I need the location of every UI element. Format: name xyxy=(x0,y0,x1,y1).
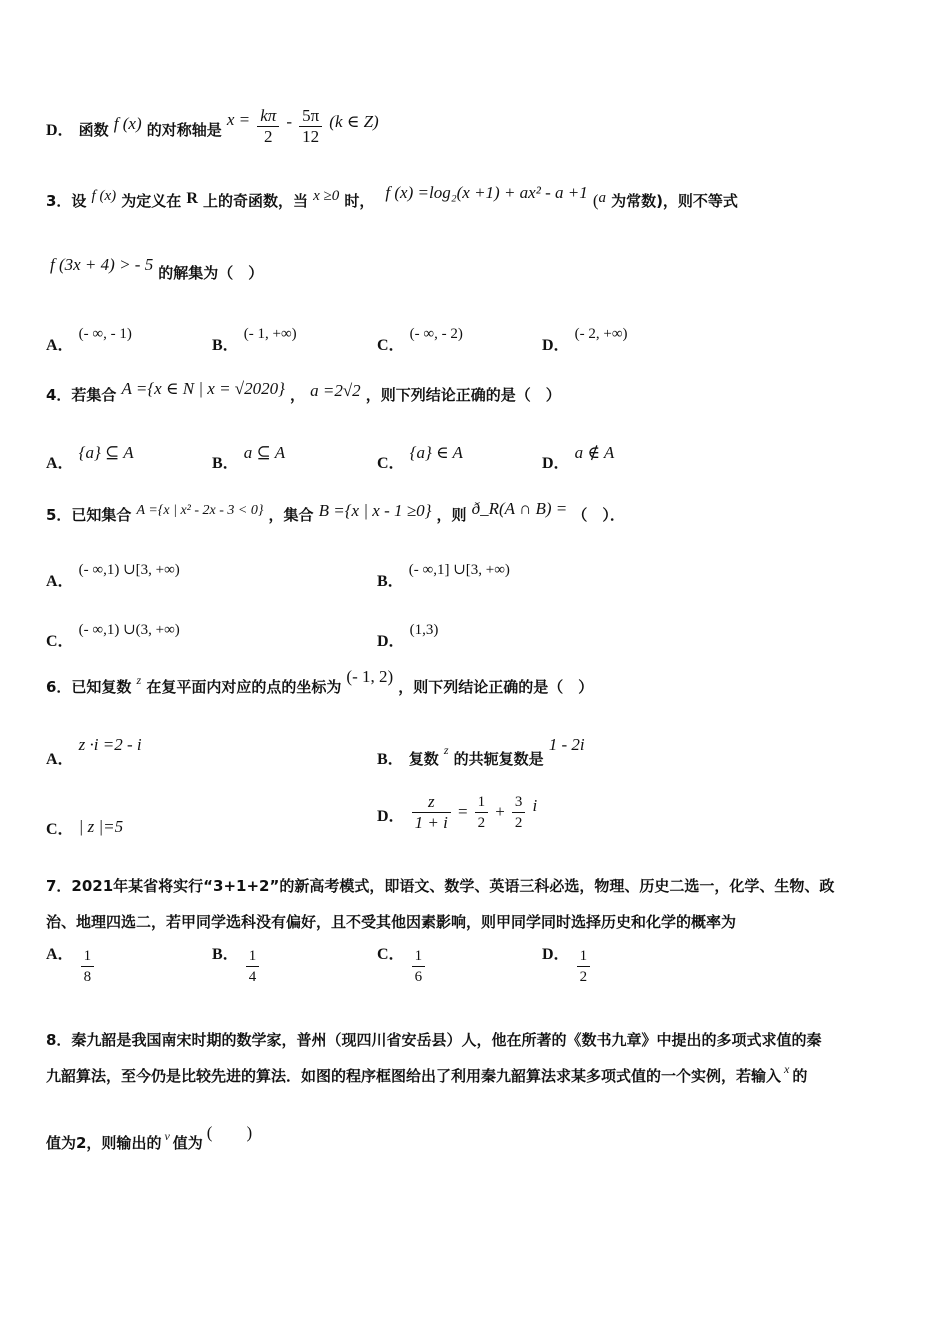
option-value: z ·i =2 - i xyxy=(78,735,142,754)
numerator: 1 xyxy=(414,948,423,964)
math-expr: i xyxy=(532,796,538,815)
q3-stem-line2 xyxy=(50,255,264,283)
text: 值为 xyxy=(172,1134,203,1152)
text: ，则 xyxy=(436,506,467,524)
option-value: (1,3) xyxy=(409,622,439,638)
q7-option-b xyxy=(212,946,261,987)
text: 复数 xyxy=(408,750,439,768)
q3-option-a xyxy=(46,320,132,354)
math-expr: x = xyxy=(226,110,251,129)
math-expr: = xyxy=(457,802,468,821)
text: （ ）． xyxy=(572,506,625,524)
numerator: 3 xyxy=(512,792,526,813)
math-expr: B ={x | x - 1 ≥0} xyxy=(318,501,432,520)
q5-stem xyxy=(46,499,625,525)
option-value: 1 - 2i xyxy=(548,735,585,754)
option-value: (- ∞,1] ∪[3, +∞) xyxy=(408,562,510,578)
q5-option-d xyxy=(377,616,439,650)
denominator: 1 + i xyxy=(414,813,448,832)
option-value: a ⊆ A xyxy=(243,443,286,462)
option-label: C． xyxy=(377,946,405,963)
option-label: C． xyxy=(377,337,405,354)
option-label: C． xyxy=(377,455,405,472)
numerator: 1 xyxy=(248,948,257,964)
q3-option-b xyxy=(212,320,297,354)
q7-option-a xyxy=(46,946,96,987)
option-label: A． xyxy=(46,337,74,354)
text: 函数 xyxy=(78,121,109,139)
option-value: (- ∞,1) ∪(3, +∞) xyxy=(78,622,180,638)
denominator: 2 xyxy=(477,815,486,831)
option-label: D． xyxy=(542,337,570,354)
option-value: (- 1, +∞) xyxy=(243,326,297,342)
option-label: B． xyxy=(212,946,239,963)
option-label: B． xyxy=(377,751,404,768)
q7-stem xyxy=(46,868,908,940)
fraction xyxy=(81,946,95,987)
text: 时， xyxy=(344,192,375,210)
q3-option-d xyxy=(542,320,628,354)
math-expr: ( xyxy=(592,191,599,210)
q5-option-b xyxy=(377,556,510,590)
fraction xyxy=(257,106,279,147)
text: 为常数)，则不等式 xyxy=(611,192,738,210)
q5-option-a xyxy=(46,556,180,590)
q8-stem xyxy=(46,1022,908,1095)
q6-option-b xyxy=(377,732,585,768)
option-value: | z |=5 xyxy=(78,817,124,836)
math-expr: (k ∈ Z) xyxy=(329,112,379,131)
text: ， xyxy=(290,386,306,404)
q4-option-d xyxy=(542,440,615,472)
text: 上的奇函数，当 xyxy=(202,192,308,210)
fraction xyxy=(412,792,451,833)
option-label: A． xyxy=(46,573,74,590)
q7-option-d xyxy=(542,946,592,987)
q6-stem xyxy=(46,667,594,697)
math-expr: A ={x | x² - 2x - 3 < 0} xyxy=(136,503,264,518)
q4-stem xyxy=(46,379,561,405)
math-expr: A ={x ∈ N | x = √2020} xyxy=(121,379,285,398)
math-expr: (- 1, 2) xyxy=(346,667,394,686)
question-number: 4．若集合 xyxy=(46,386,117,404)
fraction xyxy=(475,792,489,833)
denominator: 2 xyxy=(263,127,273,146)
numerator: kπ xyxy=(257,106,279,127)
option-value: {a} ∈ A xyxy=(409,443,463,462)
option-label: C． xyxy=(46,633,74,650)
q3-option-c xyxy=(377,320,463,354)
q4-option-c xyxy=(377,440,463,472)
fraction xyxy=(299,106,322,147)
option-label: B． xyxy=(212,455,239,472)
question-number: 3．设 xyxy=(46,192,87,210)
math-expr: x ≥0 xyxy=(313,188,340,204)
math-expr: + xyxy=(495,802,505,821)
option-label: B． xyxy=(377,573,404,590)
text: 为定义在 xyxy=(121,192,182,210)
math-expr: ð_R(A ∩ B) = xyxy=(471,499,568,518)
text: 的共轭复数是 xyxy=(453,750,544,768)
math-expr: z xyxy=(136,673,142,687)
math-expr: a =2√2 xyxy=(310,381,361,400)
option-label: A． xyxy=(46,946,74,963)
denominator: 4 xyxy=(246,966,260,987)
text: 在复平面内对应的点的坐标为 xyxy=(146,678,342,696)
fraction xyxy=(412,946,426,987)
q6-option-d xyxy=(377,792,537,833)
option-label: A． xyxy=(46,455,74,472)
q2-option-d xyxy=(46,106,379,151)
option-label: D． xyxy=(542,455,570,472)
q6-option-a xyxy=(46,732,142,768)
math-expr: f (x) =log₂(x +1) + ax² - a +1 xyxy=(385,183,588,202)
q7-option-c xyxy=(377,946,427,987)
question-number: 5．已知集合 xyxy=(46,506,132,524)
text: ，集合 xyxy=(268,506,314,524)
numerator: 1 xyxy=(475,792,489,813)
question-text-line: 8．秦九韶是我国南宋时期的数学家，普州（现四川省安岳县）人，他在所著的《数书九章》中提出的多项式求值的秦 xyxy=(46,1031,822,1049)
denominator: 12 xyxy=(302,127,320,146)
math-expr: z xyxy=(443,743,449,757)
denominator: 6 xyxy=(412,966,426,987)
option-value: (- ∞,1) ∪[3, +∞) xyxy=(78,562,180,578)
numerator: 1 xyxy=(83,948,92,964)
math-expr: v xyxy=(164,1129,170,1143)
option-label: B． xyxy=(212,337,239,354)
answer-blank: ( ) xyxy=(206,1123,253,1142)
math-expr: f (x) xyxy=(91,188,117,204)
option-value: (- 2, +∞) xyxy=(574,326,628,342)
math-expr: a xyxy=(598,190,606,206)
denominator: 2 xyxy=(514,815,523,831)
q4-option-b xyxy=(212,440,286,472)
option-label: D． xyxy=(377,808,405,825)
question-number: 6．已知复数 xyxy=(46,678,132,696)
denominator: 2 xyxy=(577,966,591,987)
math-expr: x xyxy=(784,1062,790,1076)
text: 的解集为（ ） xyxy=(158,264,264,282)
text: 的对称轴是 xyxy=(146,121,222,139)
text: 九韶算法，至今仍是比较先进的算法．如图的程序框图给出了利用秦九韶算法求某多项式值的一个实例，若输入 xyxy=(46,1067,782,1085)
q5-option-c xyxy=(46,616,180,650)
text: ，则下列结论正确的是（ ） xyxy=(398,678,594,696)
q8-stem-line3 xyxy=(46,1123,253,1153)
numerator: 1 xyxy=(579,948,588,964)
option-value: a ∉ A xyxy=(574,443,615,462)
text: ，则下列结论正确的是（ ） xyxy=(365,386,561,404)
math-expr: - xyxy=(286,112,293,131)
question-text-line xyxy=(46,1058,908,1095)
question-text-line: 治、地理四选二，若甲同学选科没有偏好，且不受其他因素影响，则甲同学同时选择历史和化学的概率为 xyxy=(46,913,737,931)
math-expr: f (3x + 4) > - 5 xyxy=(50,255,154,274)
denominator: 8 xyxy=(81,966,95,987)
option-value: (- ∞, - 1) xyxy=(78,326,132,342)
math-expr: R xyxy=(186,190,198,207)
text: 值为2，则输出的 xyxy=(46,1134,162,1152)
q4-option-a xyxy=(46,440,134,472)
text: 的 xyxy=(792,1067,808,1085)
option-value: (- ∞, - 2) xyxy=(409,326,463,342)
option-label: C． xyxy=(46,821,74,838)
option-label: D． xyxy=(46,122,74,139)
option-label: D． xyxy=(377,633,405,650)
option-label: A． xyxy=(46,751,74,768)
question-text-line: 7．2021年某省将实行“3+1+2”的新高考模式，即语文、数学、英语三科必选，物理、历史二选一，化学、生物、政 xyxy=(46,877,835,895)
q6-option-c xyxy=(46,816,123,839)
numerator: 5π xyxy=(299,106,322,127)
option-value: {a} ⊆ A xyxy=(78,443,134,462)
fraction xyxy=(577,946,591,987)
numerator: z xyxy=(412,792,451,813)
math-expr: f (x) xyxy=(113,114,142,133)
fraction xyxy=(512,792,526,833)
fraction xyxy=(246,946,260,987)
q3-stem-line1 xyxy=(46,183,738,211)
option-label: D． xyxy=(542,946,570,963)
